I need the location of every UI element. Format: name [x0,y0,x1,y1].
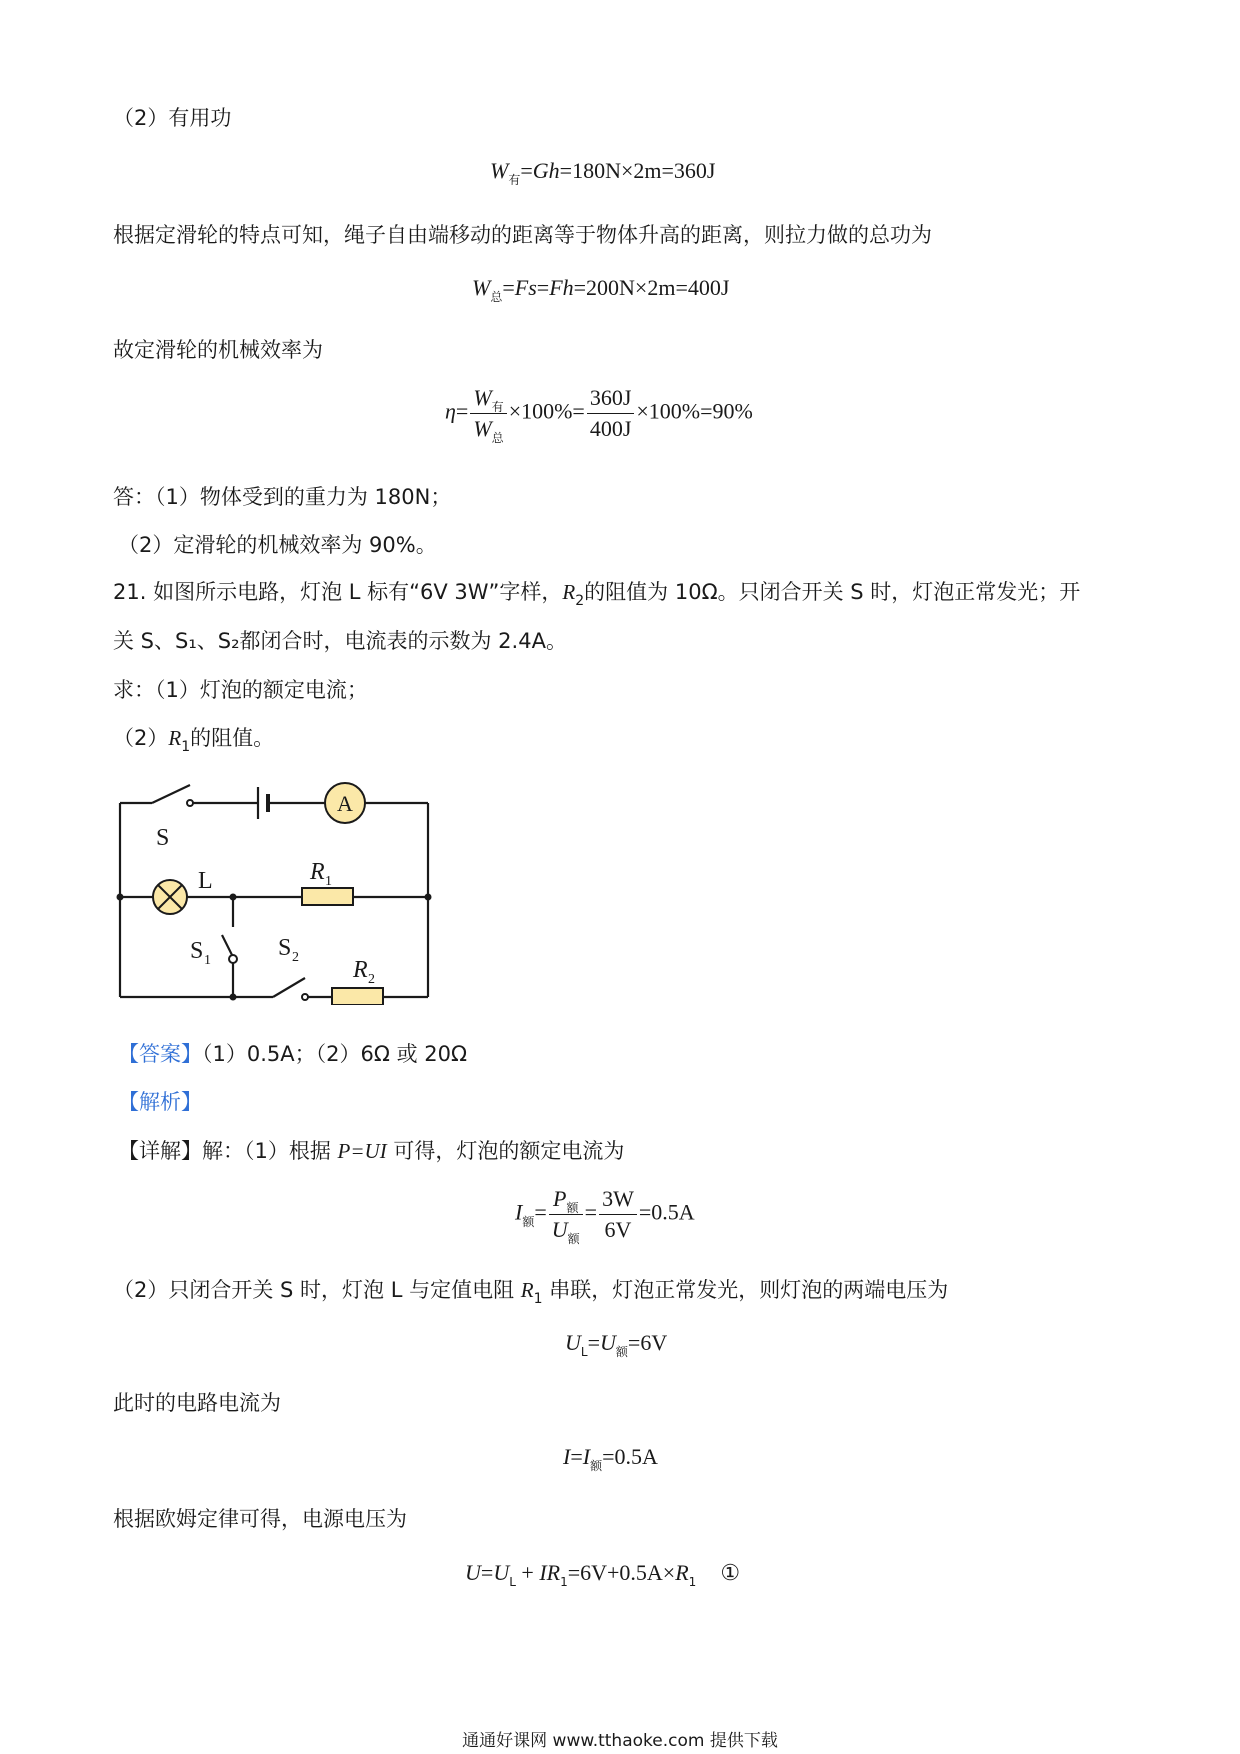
fixed-pulley-text: 根据定滑轮的特点可知，绳子自由端移动的距离等于物体升高的距离，则拉力做的总功为 [113,223,932,247]
equation-useful-work: $W_有=Gh=180N\times 2m=360J$ [490,158,716,187]
circuit-diagram [110,775,440,1005]
equation-source-voltage: $U=U_L + IR_1=6V+0.5A\times R_1$ ① [465,1560,741,1589]
question-21-line-2: 关 S、S₁、S₂都闭合时，电流表的示数为 2.4A。 [113,629,567,653]
equation-lamp-voltage: $U_L=U_额=6V$ [565,1330,668,1359]
switch-s-blade [152,785,190,803]
switch-s1-sub: 1 [204,953,211,968]
question-21-ask-2: $(2)R_1$的阻值。 [113,726,275,755]
switch-s2-label: S [278,935,292,961]
switch-s-contact [187,800,193,806]
equation-total-work: $W_总=Fs=Fh=200N\times 2m=400J$ [472,275,730,304]
answer-line-1: 答：（1）物体受到的重力为 180N； [113,485,452,509]
resistor-r2-icon [332,988,383,1005]
detail-line: 【详解】解：（1）根据 P=UI 可得，灯泡的额定电流为 [118,1139,625,1163]
answer-tag: 【答案】 [118,1042,202,1066]
resistor-r1-label: R [310,859,325,885]
switch-s1-contact [229,955,237,963]
part-2-text: （2）只闭合开关 S 时，灯泡 L 与定值电阻 $R_1$ 串联，灯泡正常发光，则灯泡的两端电压为 [113,1278,949,1307]
question-21-ask-1: 求：（1）灯泡的额定电流； [113,678,368,702]
resistor-r1-sub: 1 [325,874,332,889]
detail-tag: 【详解】 [118,1139,202,1163]
efficiency-text: 故定滑轮的机械效率为 [113,338,323,362]
resistor-r2-sub: 2 [368,972,375,987]
useful-work-label: （2）有用功 [113,106,232,130]
question-21-line-1: 21. 如图所示电路，灯泡 L 标有“6V 3W”字样，$R_2$的阻值为 10Ω。只闭合开关 S 时，灯泡正常发光；开 [113,580,1081,609]
ohm-law-text: 根据欧姆定律可得，电源电压为 [113,1507,407,1531]
answer-line: 【答案】（1）0.5A；（2）6Ω 或 20Ω [118,1042,468,1066]
resistor-r2-label: R [353,957,368,983]
switch-s-label: S [156,825,170,851]
answer-line-2: （2）定滑轮的机械效率为 90%。 [118,533,437,557]
switch-s1-label: S [190,938,204,964]
switch-s1-blade [222,935,233,957]
ammeter-label: A [337,791,353,816]
analysis-tag: 【解析】 [118,1090,202,1114]
equation-efficiency: η= $\frac{W_有}{W_总}$ ×100%= $\frac{360J}{400J}$ ×100%=90% [445,385,753,445]
circuit-current-text: 此时的电路电流为 [113,1391,281,1415]
equation-marker: ① [720,1560,741,1585]
equation-rated-current: $I_额=$ $\frac{P_额}{U_额}$ = $\frac{3W}{6V}$ =0.5A [515,1186,695,1246]
equation-circuit-current: $I=I_额=0.5A$ [563,1444,658,1473]
switch-s2-contact [302,994,308,1000]
resistor-r1-icon [302,888,353,905]
switch-s2-sub: 2 [292,950,299,965]
lamp-label: L [198,868,213,894]
switch-s2-blade [273,978,305,997]
page-footer: 通通好课网 www.tthaoke.com 提供下载 [462,1731,778,1751]
